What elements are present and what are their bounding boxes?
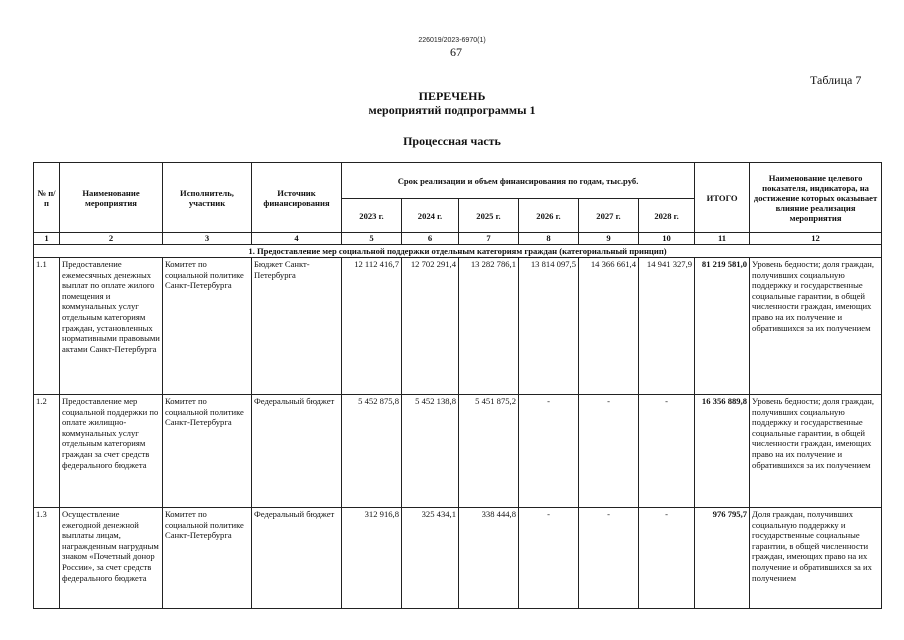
row-value-2026: - bbox=[519, 395, 579, 508]
row-num: 1.1 bbox=[34, 258, 60, 395]
title-subprogram: мероприятий подпрограммы 1 bbox=[368, 103, 536, 117]
row-total: 81 219 581,0 bbox=[695, 258, 750, 395]
column-number: 7 bbox=[459, 233, 519, 245]
row-indicator: Уровень бедности; доля граждан, получивших социальную поддержку и государственные социальные гарантии, в общей численности граждан, имеющих право на их получение и обратившихся за их получением bbox=[750, 395, 882, 508]
header-year: 2024 г. bbox=[402, 199, 459, 233]
row-value-2023: 12 112 416,7 bbox=[342, 258, 402, 395]
section-row bbox=[34, 245, 882, 258]
column-number: 5 bbox=[342, 233, 402, 245]
column-number: 9 bbox=[579, 233, 639, 245]
row-executor: Комитет по социальной политике Санкт-Петербурга bbox=[163, 508, 252, 609]
title-list: ПЕРЕЧЕНЬ bbox=[418, 89, 486, 103]
column-number: 3 bbox=[163, 233, 252, 245]
header-total: ИТОГО bbox=[695, 163, 750, 233]
header-year: 2026 г. bbox=[519, 199, 579, 233]
header-year: 2025 г. bbox=[459, 199, 519, 233]
row-num: 1.2 bbox=[34, 395, 60, 508]
row-value-2024: 5 452 138,8 bbox=[402, 395, 459, 508]
column-number: 2 bbox=[60, 233, 163, 245]
row-value-2025: 13 282 786,1 bbox=[459, 258, 519, 395]
row-name: Предоставление мер социальной поддержки по оплате жилищно-коммунальных услуг отдельным категориям граждан за счет средств федерального бюджета bbox=[60, 395, 163, 508]
row-value-2027: 14 366 661,4 bbox=[579, 258, 639, 395]
row-total: 16 356 889,8 bbox=[695, 395, 750, 508]
header-period: Срок реализации и объем финансирования по годам, тыс.руб. bbox=[342, 163, 695, 199]
row-value-2023: 5 452 875,8 bbox=[342, 395, 402, 508]
row-value-2027: - bbox=[579, 508, 639, 609]
row-value-2028: 14 941 327,9 bbox=[639, 258, 695, 395]
header-indicator: Наименование целевого показателя, индикатора, на достижение которых оказывает влияние реализация мероприятия bbox=[750, 163, 882, 233]
row-value-2027: - bbox=[579, 395, 639, 508]
column-number: 12 bbox=[750, 233, 882, 245]
row-value-2023: 312 916,8 bbox=[342, 508, 402, 609]
header-executor: Исполнитель, участник bbox=[163, 163, 252, 233]
row-source: Бюджет Санкт-Петербурга bbox=[252, 258, 342, 395]
column-number-row bbox=[34, 233, 882, 245]
table-row bbox=[34, 258, 882, 395]
row-num: 1.3 bbox=[34, 508, 60, 609]
column-number: 11 bbox=[695, 233, 750, 245]
row-value-2026: - bbox=[519, 508, 579, 609]
row-source: Федеральный бюджет bbox=[252, 508, 342, 609]
document-id: 226019/2023-6970(1) bbox=[418, 37, 486, 44]
row-value-2025: 338 444,8 bbox=[459, 508, 519, 609]
table-row bbox=[34, 508, 882, 609]
table-row bbox=[34, 395, 882, 508]
header-source: Источник финансирования bbox=[252, 163, 342, 233]
column-number: 10 bbox=[639, 233, 695, 245]
row-value-2028: - bbox=[639, 395, 695, 508]
row-name: Осуществление ежегодной денежной выплаты лицам, награжденным нагрудным знаком «Почетный донор России», за счет средств федерального бюджета bbox=[60, 508, 163, 609]
header-year: 2023 г. bbox=[342, 199, 402, 233]
header-num: № п/п bbox=[34, 163, 60, 233]
row-source: Федеральный бюджет bbox=[252, 395, 342, 508]
header-year: 2027 г. bbox=[579, 199, 639, 233]
measures-table bbox=[33, 162, 882, 609]
row-indicator: Доля граждан, получивших социальную поддержку и государственные социальные гарантии, в общей численности граждан, имеющих право на их получение и обратившихся за их получением bbox=[750, 508, 882, 609]
column-number: 6 bbox=[402, 233, 459, 245]
row-value-2026: 13 814 097,5 bbox=[519, 258, 579, 395]
row-indicator: Уровень бедности; доля граждан, получивших социальную поддержку и государственные социальные гарантии, в общей численности граждан, имеющих право на их получение и обратившихся за их получением bbox=[750, 258, 882, 395]
column-number: 8 bbox=[519, 233, 579, 245]
row-value-2024: 325 434,1 bbox=[402, 508, 459, 609]
page-number: 67 bbox=[450, 45, 462, 59]
header-year: 2028 г. bbox=[639, 199, 695, 233]
section-title: 1. Предоставление мер социальной поддержки отдельным категориям граждан (категориальный принцип) bbox=[34, 245, 882, 258]
row-value-2024: 12 702 291,4 bbox=[402, 258, 459, 395]
column-number: 1 bbox=[34, 233, 60, 245]
table-label: Таблица 7 bbox=[810, 73, 862, 87]
header-name: Наименование мероприятия bbox=[60, 163, 163, 233]
title-process-part: Процессная часть bbox=[403, 134, 501, 148]
row-executor: Комитет по социальной политике Санкт-Петербурга bbox=[163, 258, 252, 395]
row-total: 976 795,7 bbox=[695, 508, 750, 609]
row-value-2025: 5 451 875,2 bbox=[459, 395, 519, 508]
row-value-2028: - bbox=[639, 508, 695, 609]
row-executor: Комитет по социальной политике Санкт-Петербурга bbox=[163, 395, 252, 508]
column-number: 4 bbox=[252, 233, 342, 245]
row-name: Предоставление ежемесячных денежных выплат по оплате жилого помещения и коммунальных услуг отдельным категориям граждан, установленных нормативными правовыми актами Санкт-Петербурга bbox=[60, 258, 163, 395]
